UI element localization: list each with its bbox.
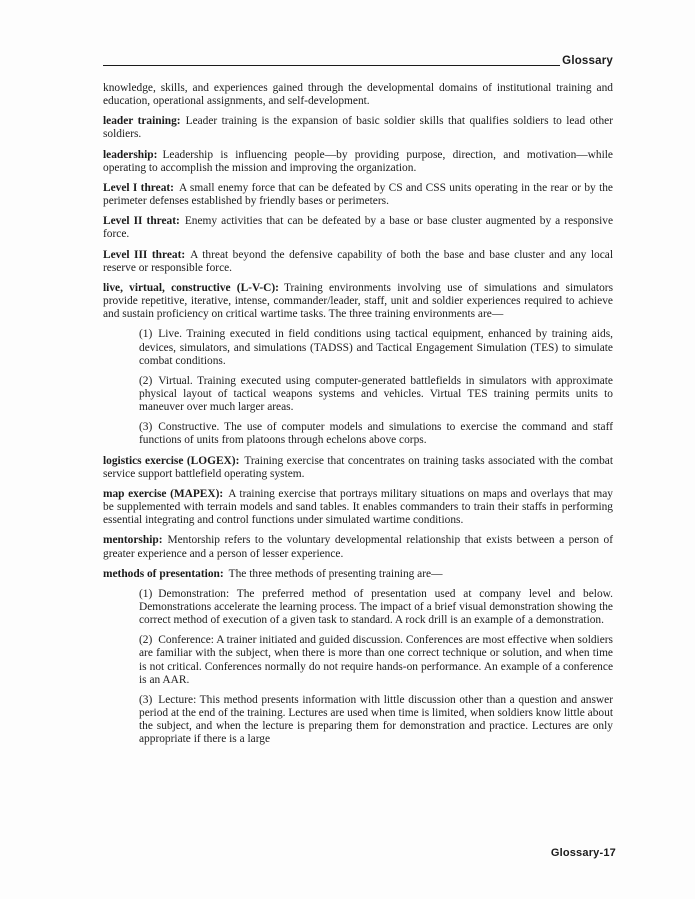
glossary-term: Level III threat: (103, 248, 186, 261)
subitem-text: Virtual. Training executed using computer-generated battlefields in simulators with approximate physical layout of tactical weapons systems and vehicles. Virtual TES training permits units to maneuver over much larger areas. (139, 374, 613, 414)
subitem-number: (3) (139, 421, 153, 434)
glossary-entry (103, 488, 613, 527)
glossary-term: methods of presentation: (103, 567, 224, 580)
header-title: Glossary (562, 55, 613, 67)
glossary-term: mentorship: (103, 534, 163, 547)
glossary-term: Level I threat: (103, 181, 174, 194)
glossary-term: leader training: (103, 115, 181, 128)
glossary-entry (103, 282, 613, 321)
glossary-entry (103, 182, 613, 208)
glossary-body (103, 82, 613, 747)
page-number: Glossary-17 (550, 847, 616, 859)
glossary-entry (103, 82, 613, 108)
glossary-subitem (139, 634, 613, 687)
glossary-term: live, virtual, constructive (L-V-C): (103, 281, 279, 294)
glossary-term: leadership: (103, 148, 158, 161)
glossary-entry (103, 249, 613, 275)
glossary-definition: knowledge, skills, and experiences gained through the developmental domains of institutional training and education, operational assignments, and self-development. (103, 82, 613, 108)
glossary-subitem (139, 588, 613, 627)
page-content (103, 55, 613, 754)
subitem-text: Demonstration: The preferred method of presentation used at company level and below. Demonstrations accelerate the learning process. The impact of a brief visual demonstration showing the correct method of execution of a given task to standard. A rock drill is an example of a demonstration. (139, 587, 613, 627)
glossary-entry (103, 455, 613, 481)
subitem-text: Lecture: This method presents information with little discussion other than a question and answer period at the end of the training. Lectures are used when time is limited, when soldiers know little about the subject, and when the lecture is preparing them for demonstration and practice. Lectures are only appropriate if there is a large (139, 693, 613, 746)
subitem-text: Constructive. The use of computer models and simulations to exercise the command and staff functions of units from platoons through echelons above corps. (139, 421, 613, 447)
glossary-term: Level II threat: (103, 215, 180, 228)
glossary-entry (103, 215, 613, 241)
glossary-definition: Leader training is the expansion of basic soldier skills that qualifies soldiers to lead other soldiers. (103, 115, 613, 141)
glossary-term: logistics exercise (LOGEX): (103, 454, 240, 467)
glossary-term: map exercise (MAPEX): (103, 487, 224, 500)
glossary-entry (103, 568, 613, 581)
glossary-definition: A threat beyond the defensive capability of both the base and base cluster and any local reserve or responsible force. (103, 248, 613, 274)
subitem-text: Live. Training executed in field conditions using tactical equipment, enhanced by training aids, devices, simulators, and simulations (TADSS) and Tactical Engagement Simulation (TES) to simulate combat conditions. (139, 328, 613, 367)
subitem-number: (1) (139, 587, 153, 600)
glossary-subitem (139, 328, 613, 367)
header-rule (103, 65, 560, 66)
glossary-definition: Training exercise that concentrates on training tasks associated with the combat service support battlefield operating system. (103, 454, 613, 480)
glossary-definition: Enemy activities that can be defeated by a base or base cluster augmented by a responsive force. (103, 215, 613, 241)
subitem-number: (2) (139, 634, 153, 647)
page-header (103, 55, 613, 67)
glossary-definition: A training exercise that portrays military situations on maps and overlays that may be supplemented with terrain models and sand tables. It enables commanders to train their staffs in performing essential integrating and control functions under simulated wartime conditions. (103, 487, 613, 527)
subitem-number: (3) (139, 693, 153, 706)
glossary-subitem (139, 421, 613, 447)
glossary-subitem (139, 375, 613, 414)
page-footer (551, 847, 616, 859)
glossary-definition: The three methods of presenting training are— (228, 567, 443, 580)
glossary-entry (103, 149, 613, 175)
subitem-text: Conference: A trainer initiated and guided discussion. Conferences are most effective when soldiers are familiar with the subject, when there is more than one correct technique or solution, and when time is not critical. Conferences normally do not require hands-on performance. An example of a conference is an AAR. (139, 634, 613, 686)
subitem-number: (1) (139, 328, 153, 341)
glossary-definition: Leadership is influencing people—by providing purpose, direction, and motivation—while operating to accomplish the mission and improving the organization. (103, 148, 613, 174)
glossary-entry (103, 115, 613, 141)
glossary-definition: Training environments involving use of simulations and simulators provide repetitive, iterative, intense, commander/leader, staff, unit and soldier experiences required to achieve and sustain proficiency on critical wartime tasks. The three training environments are— (103, 281, 614, 321)
subitem-number: (2) (139, 374, 153, 387)
glossary-definition: Mentorship refers to the voluntary developmental relationship that exists between a person of greater experience and a person of lesser experience. (103, 534, 613, 560)
glossary-subitem (139, 694, 613, 747)
glossary-entry (103, 534, 613, 560)
glossary-definition: A small enemy force that can be defeated by CS and CSS units operating in the rear or by the perimeter defenses established by friendly bases or perimeters. (103, 181, 613, 208)
